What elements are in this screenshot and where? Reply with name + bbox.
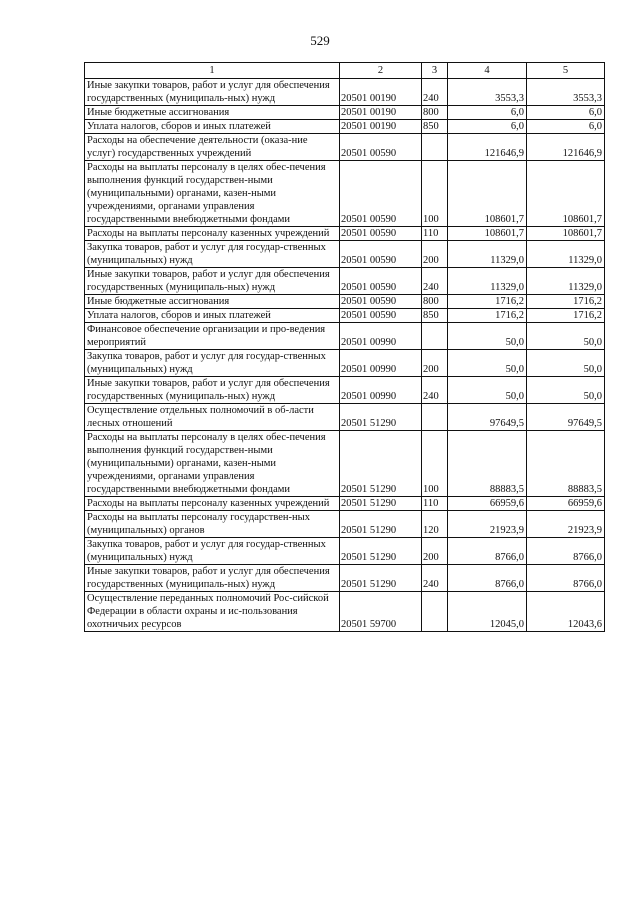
- table-row: [85, 538, 605, 565]
- expense-name-cell: Закупка товаров, работ и услуг для государ-ственных (муниципальных) нужд: [85, 350, 340, 377]
- column-header: 3: [422, 63, 448, 79]
- amount-col5-cell: 108601,7: [527, 161, 605, 227]
- expense-name-cell: Осуществление переданных полномочий Рос-сийской Федерации в области охраны и ис-пользования охотничьих ресурсов: [85, 592, 340, 632]
- expense-type-cell: 240: [422, 565, 448, 592]
- amount-col5-cell: 1716,2: [527, 309, 605, 323]
- expense-code-cell: 20501 00990: [340, 350, 422, 377]
- amount-col4-cell: 8766,0: [448, 565, 527, 592]
- expense-name-cell: Расходы на выплаты персоналу государствен-ных (муниципальных) органов: [85, 511, 340, 538]
- expense-name-cell: Расходы на выплаты персоналу казенных учреждений: [85, 497, 340, 511]
- table-row: [85, 268, 605, 295]
- expense-name-cell: Иные бюджетные ассигнования: [85, 106, 340, 120]
- expense-code-cell: 20501 00190: [340, 106, 422, 120]
- amount-col4-cell: 6,0: [448, 106, 527, 120]
- expense-type-cell: [422, 323, 448, 350]
- expense-type-cell: 800: [422, 295, 448, 309]
- expense-type-cell: 110: [422, 497, 448, 511]
- amount-col5-cell: 108601,7: [527, 227, 605, 241]
- expense-name-cell: Закупка товаров, работ и услуг для государ-ственных (муниципальных) нужд: [85, 538, 340, 565]
- table-row: [85, 134, 605, 161]
- expense-name-cell: Иные закупки товаров, работ и услуг для обеспечения государственных (муниципаль-ных) нужд: [85, 268, 340, 295]
- expense-name-cell: Закупка товаров, работ и услуг для государ-ственных (муниципальных) нужд: [85, 241, 340, 268]
- expense-code-cell: 20501 00590: [340, 134, 422, 161]
- amount-col5-cell: 21923,9: [527, 511, 605, 538]
- expense-code-cell: 20501 00590: [340, 227, 422, 241]
- table-row: [85, 120, 605, 134]
- amount-col4-cell: 66959,6: [448, 497, 527, 511]
- expense-type-cell: 100: [422, 431, 448, 497]
- table-row: [85, 106, 605, 120]
- amount-col4-cell: 108601,7: [448, 227, 527, 241]
- amount-col4-cell: 108601,7: [448, 161, 527, 227]
- expense-type-cell: 200: [422, 538, 448, 565]
- expense-type-cell: 850: [422, 309, 448, 323]
- table-header-row: [85, 63, 605, 79]
- expense-type-cell: 200: [422, 350, 448, 377]
- table-row: [85, 592, 605, 632]
- amount-col4-cell: 21923,9: [448, 511, 527, 538]
- amount-col5-cell: 12043,6: [527, 592, 605, 632]
- amount-col5-cell: 6,0: [527, 120, 605, 134]
- expense-type-cell: [422, 404, 448, 431]
- expense-name-cell: Иные закупки товаров, работ и услуг для обеспечения государственных (муниципаль-ных) нужд: [85, 377, 340, 404]
- amount-col5-cell: 88883,5: [527, 431, 605, 497]
- table-row: [85, 79, 605, 106]
- expense-code-cell: 20501 51290: [340, 511, 422, 538]
- expense-code-cell: 20501 51290: [340, 404, 422, 431]
- amount-col5-cell: 50,0: [527, 323, 605, 350]
- table-row: [85, 309, 605, 323]
- table-row: [85, 241, 605, 268]
- expense-name-cell: Финансовое обеспечение организации и про-ведения мероприятий: [85, 323, 340, 350]
- column-header: 2: [340, 63, 422, 79]
- amount-col4-cell: 97649,5: [448, 404, 527, 431]
- amount-col4-cell: 11329,0: [448, 241, 527, 268]
- amount-col4-cell: 50,0: [448, 350, 527, 377]
- table-row: [85, 350, 605, 377]
- table-row: [85, 227, 605, 241]
- expense-name-cell: Осуществление отдельных полномочий в об-ласти лесных отношений: [85, 404, 340, 431]
- expense-type-cell: 240: [422, 377, 448, 404]
- expense-type-cell: [422, 592, 448, 632]
- amount-col4-cell: 6,0: [448, 120, 527, 134]
- expense-name-cell: Иные бюджетные ассигнования: [85, 295, 340, 309]
- expense-type-cell: 100: [422, 161, 448, 227]
- expense-name-cell: Уплата налогов, сборов и иных платежей: [85, 309, 340, 323]
- amount-col4-cell: 50,0: [448, 323, 527, 350]
- expense-name-cell: Иные закупки товаров, работ и услуг для обеспечения государственных (муниципаль-ных) нужд: [85, 79, 340, 106]
- amount-col5-cell: 121646,9: [527, 134, 605, 161]
- expense-name-cell: Расходы на обеспечение деятельности (оказа-ние услуг) государственных учреждений: [85, 134, 340, 161]
- amount-col5-cell: 6,0: [527, 106, 605, 120]
- expense-code-cell: 20501 00590: [340, 161, 422, 227]
- expense-type-cell: 850: [422, 120, 448, 134]
- table-row: [85, 161, 605, 227]
- expense-name-cell: Уплата налогов, сборов и иных платежей: [85, 120, 340, 134]
- table-row: [85, 404, 605, 431]
- amount-col4-cell: 11329,0: [448, 268, 527, 295]
- amount-col4-cell: 50,0: [448, 377, 527, 404]
- expense-code-cell: 20501 00190: [340, 120, 422, 134]
- expense-code-cell: 20501 00190: [340, 79, 422, 106]
- amount-col4-cell: 88883,5: [448, 431, 527, 497]
- table-row: [85, 377, 605, 404]
- expense-code-cell: 20501 00990: [340, 323, 422, 350]
- amount-col5-cell: 50,0: [527, 350, 605, 377]
- amount-col4-cell: 1716,2: [448, 295, 527, 309]
- amount-col5-cell: 8766,0: [527, 565, 605, 592]
- expense-type-cell: [422, 134, 448, 161]
- expense-name-cell: Расходы на выплаты персоналу казенных учреждений: [85, 227, 340, 241]
- expense-code-cell: 20501 00990: [340, 377, 422, 404]
- column-header: 5: [527, 63, 605, 79]
- amount-col5-cell: 66959,6: [527, 497, 605, 511]
- amount-col4-cell: 1716,2: [448, 309, 527, 323]
- table-row: [85, 323, 605, 350]
- expense-code-cell: 20501 00590: [340, 295, 422, 309]
- table-row: [85, 511, 605, 538]
- page-number: 529: [310, 33, 330, 48]
- expense-type-cell: 800: [422, 106, 448, 120]
- amount-col4-cell: 8766,0: [448, 538, 527, 565]
- amount-col5-cell: 11329,0: [527, 241, 605, 268]
- amount-col5-cell: 11329,0: [527, 268, 605, 295]
- amount-col5-cell: 3553,3: [527, 79, 605, 106]
- column-header: 1: [85, 63, 340, 79]
- table-row: [85, 497, 605, 511]
- expense-type-cell: 200: [422, 241, 448, 268]
- column-header: 4: [448, 63, 527, 79]
- expense-code-cell: 20501 00590: [340, 268, 422, 295]
- table-body: [85, 79, 605, 632]
- expense-type-cell: 110: [422, 227, 448, 241]
- expense-code-cell: 20501 51290: [340, 538, 422, 565]
- amount-col5-cell: 8766,0: [527, 538, 605, 565]
- table-row: [85, 295, 605, 309]
- expense-type-cell: 120: [422, 511, 448, 538]
- expense-code-cell: 20501 51290: [340, 565, 422, 592]
- budget-table: [84, 62, 605, 632]
- expense-name-cell: Расходы на выплаты персоналу в целях обес-печения выполнения функций государствен-ными (муниципальными) органами, казен-ными учреждениями, органами управления государственными внебюджетными фондами: [85, 161, 340, 227]
- expense-code-cell: 20501 51290: [340, 431, 422, 497]
- expense-code-cell: 20501 51290: [340, 497, 422, 511]
- expense-code-cell: 20501 00590: [340, 309, 422, 323]
- expense-type-cell: 240: [422, 268, 448, 295]
- amount-col4-cell: 121646,9: [448, 134, 527, 161]
- expense-name-cell: Иные закупки товаров, работ и услуг для обеспечения государственных (муниципаль-ных) нужд: [85, 565, 340, 592]
- amount-col5-cell: 50,0: [527, 377, 605, 404]
- amount-col5-cell: 97649,5: [527, 404, 605, 431]
- table-row: [85, 565, 605, 592]
- expense-type-cell: 240: [422, 79, 448, 106]
- expense-code-cell: 20501 59700: [340, 592, 422, 632]
- table-row: [85, 431, 605, 497]
- amount-col4-cell: 12045,0: [448, 592, 527, 632]
- amount-col5-cell: 1716,2: [527, 295, 605, 309]
- amount-col4-cell: 3553,3: [448, 79, 527, 106]
- expense-name-cell: Расходы на выплаты персоналу в целях обес-печения выполнения функций государствен-ными (муниципальными) органами, казен-ными учреждениями, органами управления государственными внебюджетными фондами: [85, 431, 340, 497]
- expense-code-cell: 20501 00590: [340, 241, 422, 268]
